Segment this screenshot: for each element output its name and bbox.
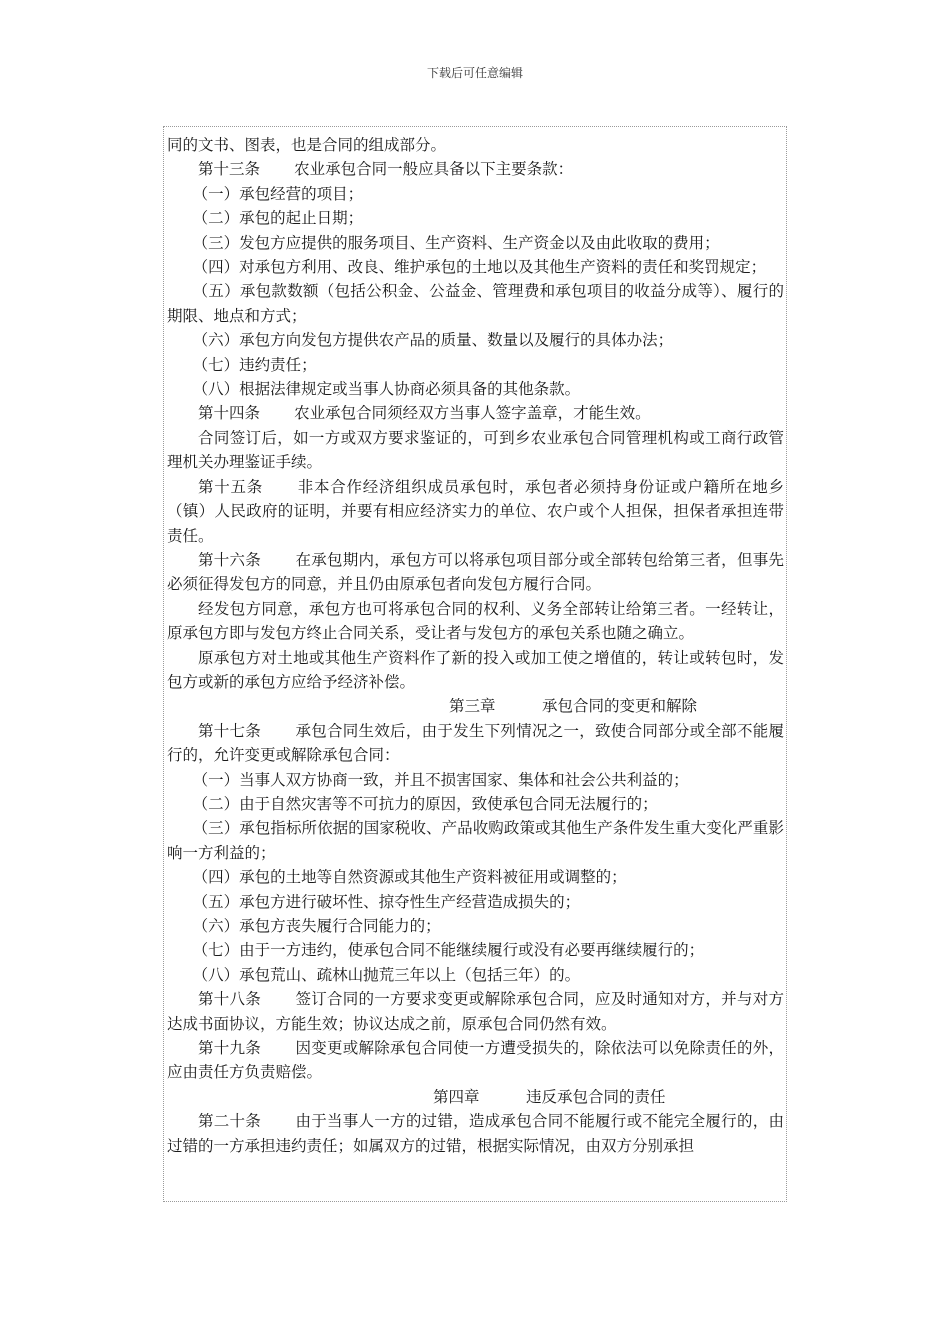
article-text: 农业承包合同须经双方当事人签字盖章，才能生效。 (294, 404, 651, 423)
article-text: 由于当事人一方的过错，造成承包合同不能履行或不能完全履行的，由过错的一方承担违约责任；如属双方的过错，根据实际情况，由双方分别承担 (167, 1112, 784, 1155)
text-paragraph: 经发包方同意，承包方也可将承包合同的权利、义务全部转让给第三者。一经转让，原承包方即与发包方终止合同关系，受让者与发包方的承包关系也随之确立。 (167, 599, 784, 643)
chapter-title: 违反承包合同的责任 (526, 1087, 666, 1106)
list-item: （二）承包的起止日期； (192, 209, 364, 228)
article-text: 因变更或解除承包合同使一方遭受损失的，除依法可以免除责任的外，应由责任方负责赔偿。 (167, 1039, 784, 1082)
article-paragraph (167, 157, 784, 181)
list-item: （一）承包经营的项目； (192, 184, 364, 203)
text-paragraph: 合同签订后，如一方或双方要求鉴证的，可到乡农业承包合同管理机构或工商行政管理机关办理鉴证手续。 (167, 428, 784, 472)
article-number: 第十六条 (198, 550, 262, 569)
article-paragraph (167, 987, 784, 1036)
list-item: （五）承包方进行破坏性、掠夺性生产经营造成损失的； (192, 892, 581, 911)
chapter-title: 承包合同的变更和解除 (542, 697, 698, 716)
chapter-heading (167, 694, 784, 718)
article-number: 第十七条 (198, 721, 262, 740)
list-item: （四）对承包方利用、改良、维护承包的土地以及其他生产资料的责任和奖罚规定； (192, 258, 767, 277)
article-number: 第十九条 (198, 1039, 262, 1058)
list-item: （三）发包方应提供的服务项目、生产资料、生产资金以及由此收取的费用； (192, 233, 720, 252)
list-item: （七）违约责任； (192, 355, 317, 374)
article-paragraph (167, 719, 784, 768)
list-item: （三）承包指标所依据的国家税收、产品收购政策或其他生产条件发生重大变化严重影响一方利益的； (167, 819, 784, 862)
page-header: 下载后可任意编辑 (426, 66, 523, 80)
text-paragraph: 同的文书、图表，也是合同的组成部分。 (167, 136, 447, 154)
document-frame (163, 126, 787, 1202)
article-number: 第十八条 (198, 990, 262, 1009)
article-paragraph (167, 475, 784, 548)
list-item: （一）当事人双方协商一致，并且不损害国家、集体和社会公共利益的； (192, 770, 689, 789)
chapter-number: 第三章 (449, 697, 496, 716)
list-item: （二）由于自然灾害等不可抗力的原因，致使承包合同无法履行的； (192, 794, 658, 813)
article-number: 第十四条 (198, 404, 261, 423)
article-text: 在承包期内，承包方可以将承包项目部分或全部转包给第三者，但事先必须征得发包方的同意，并且仍由原承包者向发包方履行合同。 (167, 550, 784, 594)
document-body (164, 133, 787, 1158)
article-number: 第十五条 (198, 477, 263, 496)
chapter-heading (167, 1085, 784, 1109)
article-number: 第十三条 (198, 160, 261, 179)
article-paragraph (167, 1036, 784, 1085)
article-text: 非本合作经济组织成员承包时，承包者必须持身份证或户籍所在地乡（镇）人民政府的证明，并要有相应经济实力的单位、农户或个人担保，担保者承担连带责任。 (167, 477, 784, 545)
article-paragraph (167, 1109, 784, 1158)
list-item: （六）承包方向发包方提供农产品的质量、数量以及履行的具体办法； (192, 331, 674, 350)
list-item: （五）承包款数额（包括公积金、公益金、管理费和承包项目的收益分成等）、履行的期限、地点和方式； (167, 282, 784, 325)
article-number: 第二十条 (198, 1112, 262, 1131)
article-paragraph (167, 548, 784, 597)
chapter-number: 第四章 (433, 1087, 480, 1106)
list-item: （七）由于一方违约，使承包合同不能继续履行或没有必要再继续履行的； (192, 941, 705, 960)
list-item: （六）承包方丧失履行合同能力的； (192, 917, 441, 935)
article-paragraph (167, 401, 784, 425)
text-paragraph: 原承包方对土地或其他生产资料作了新的投入或加工使之增值的，转让或转包时，发包方或新的承包方应给予经济补偿。 (167, 648, 784, 691)
article-text: 农业承包合同一般应具备以下主要条款： (294, 160, 574, 179)
article-text: 承包合同生效后，由于发生下列情况之一，致使合同部分或全部不能履行的，允许变更或解除承包合同： (167, 721, 784, 765)
list-item: （四）承包的土地等自然资源或其他生产资料被征用或调整的； (192, 868, 627, 887)
article-text: 签订合同的一方要求变更或解除承包合同，应及时通知对方，并与对方达成书面协议，方能生效；协议达成之前，原承包合同仍然有效。 (167, 990, 784, 1033)
list-item: （八）承包荒山、疏林山抛荒三年以上（包括三年）的。 (192, 965, 581, 984)
list-item: （八）根据法律规定或当事人协商必须具备的其他条款。 (192, 380, 581, 399)
